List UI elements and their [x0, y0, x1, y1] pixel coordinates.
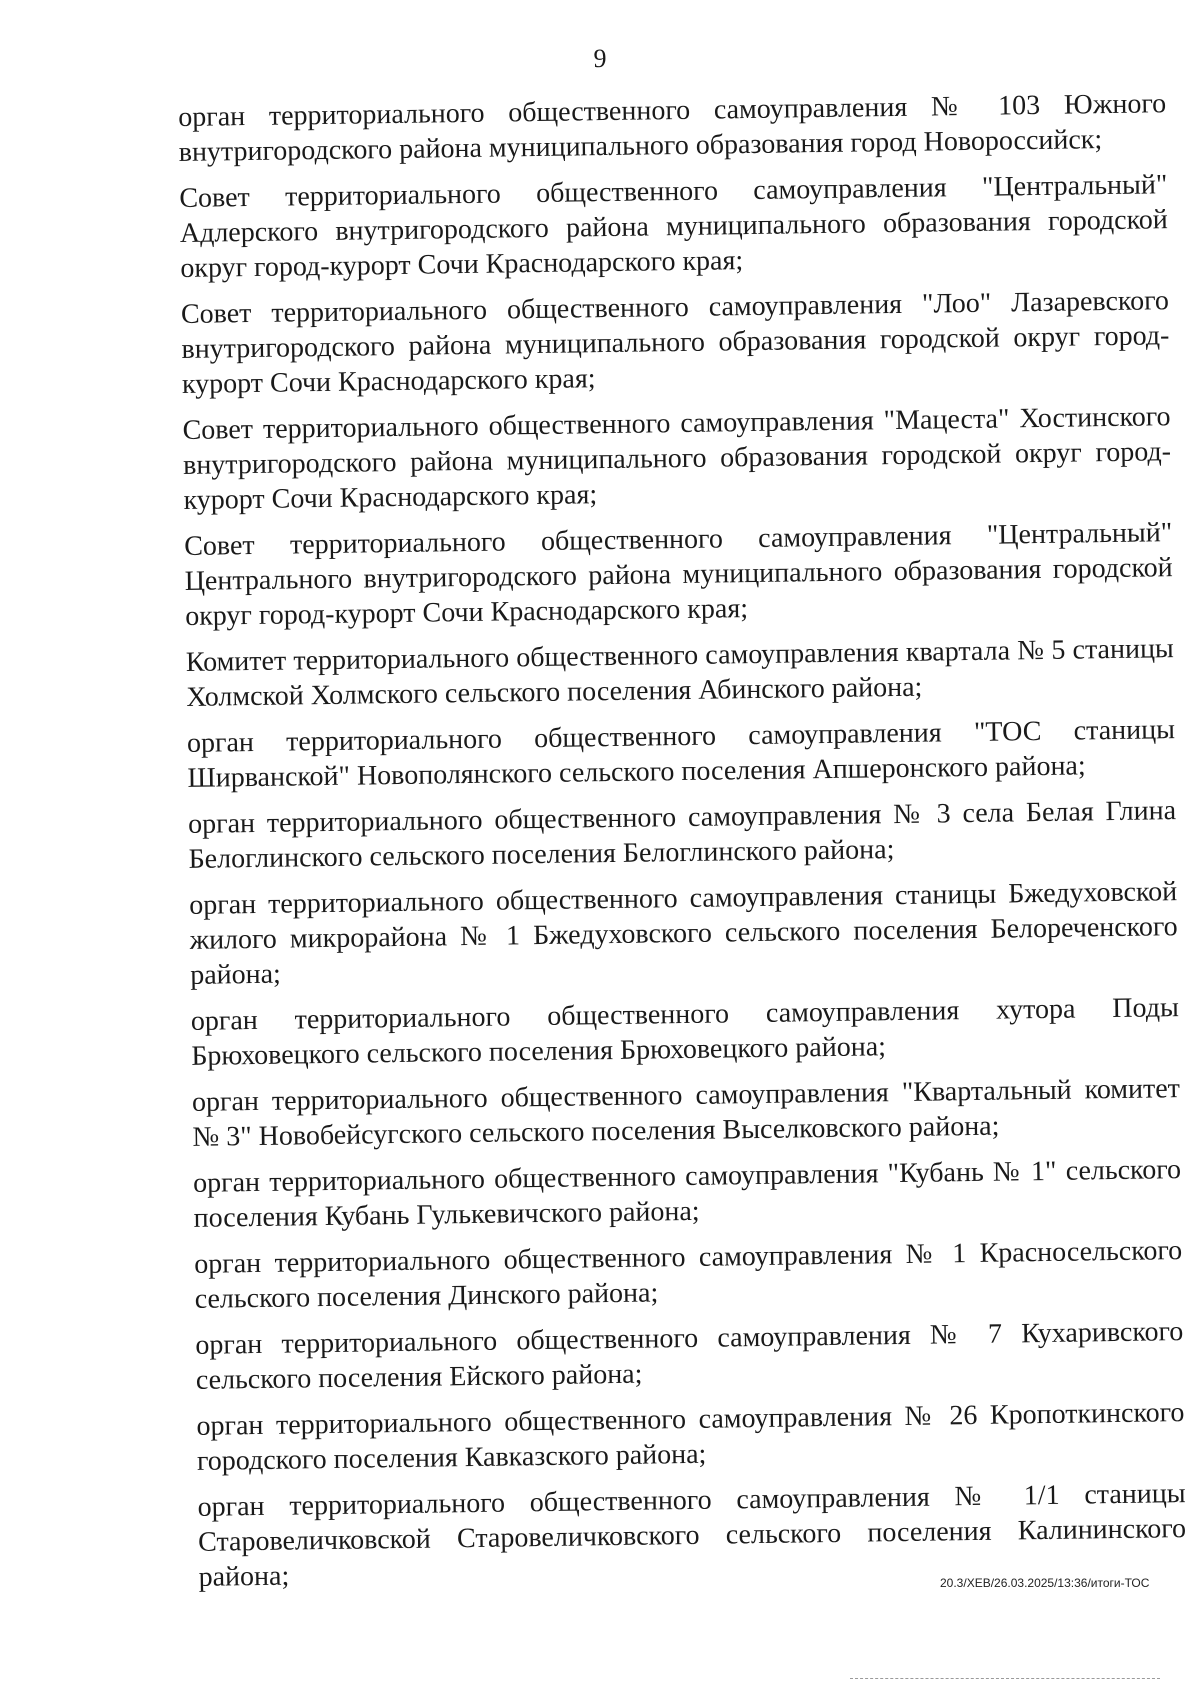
list-item: Комитет территориального общественного самоуправления квартала № 5 станицы Холмской Холмского сельского поселения Абинского района; — [185, 633, 1174, 713]
document-footer-code: 20.3/ХЕВ/26.03.2025/13:36/итоги-ТОС — [940, 1576, 1150, 1590]
list-item: орган территориального общественного самоуправления "Кубань № 1" сельского поселения Кубань Гулькевичского района; — [192, 1154, 1182, 1234]
list-item: орган территориального общественного самоуправления № 7 Кухаривского сельского поселения Ейского района; — [195, 1316, 1184, 1396]
list-item: орган территориального общественного самоуправления № 3 села Белая Глина Белоглинского сельского поселения Белоглинского района; — [187, 795, 1177, 875]
list-item: Совет территориального общественного самоуправления "Центральный" Центрального внутригородского района муниципального образования городской округ город-курорт Сочи Краснодарского края; — [184, 517, 1173, 632]
list-item: орган территориального общественного самоуправления № 26 Кропоткинского городского поселения Кавказского района; — [196, 1397, 1185, 1477]
list-item: Совет территориального общественного самоуправления "Лоо" Лазаревского внутригородского района муниципального образования городской округ город-курорт Сочи Краснодарского края; — [180, 285, 1170, 400]
entries-list — [178, 86, 1187, 1606]
list-item: Совет территориального общественного самоуправления "Центральный" Адлерского внутригородского района муниципального образования городской округ город-курорт Сочи Краснодарского края; — [179, 169, 1168, 284]
page-number: 9 — [593, 44, 607, 73]
list-item: орган территориального общественного самоуправления "ТОС станицы Ширванской" Новополянского сельского поселения Апшеронского района; — [186, 714, 1176, 794]
list-item: орган территориального общественного самоуправления станицы Бжедуховской жилого микрорайона № 1 Бжедуховского сельского поселения Белореченского района; — [189, 876, 1178, 991]
list-item: орган территориального общественного самоуправления № 1/1 станицы Старовеличковской Старовеличковского сельского поселения Калининского района; — [197, 1478, 1187, 1593]
scan-edge-line — [850, 1678, 1160, 1679]
list-item: орган территориального общественного самоуправления № 1 Красносельского сельского поселения Динского района; — [194, 1235, 1183, 1315]
list-item: Совет территориального общественного самоуправления "Мацеста" Хостинского внутригородского района муниципального образования городской округ город-курорт Сочи Краснодарского края; — [182, 401, 1172, 516]
list-item: орган территориального общественного самоуправления хутора Поды Брюховецкого сельского поселения Брюховецкого района; — [190, 992, 1179, 1072]
list-item: орган территориального общественного самоуправления "Квартальный комитет № 3" Новобейсугского сельского поселения Выселковского района; — [191, 1073, 1181, 1153]
list-item: орган территориального общественного самоуправления № 103 Южного внутригородского района муниципального образования город Новороссийск; — [178, 88, 1167, 168]
